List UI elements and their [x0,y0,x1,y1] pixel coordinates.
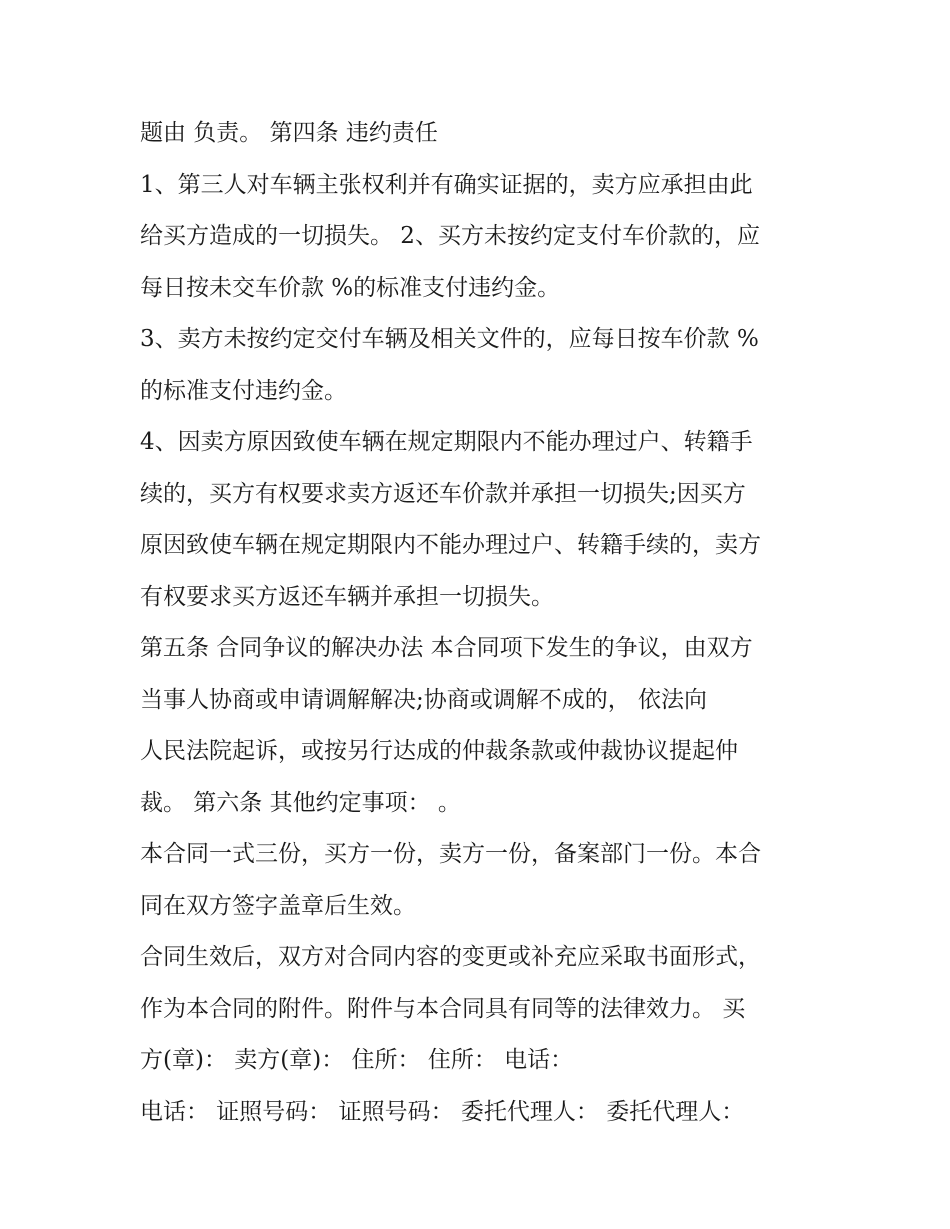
text-line: 给买方造成的一切损失。 2、买方未按约定支付车价款的，应 [140,223,760,249]
text-line: 第五条 合同争议的解决办法 本合同项下发生的争议，由双方 [140,635,753,661]
text-line: 续的，买方有权要求卖方返还车价款并承担一切损失;因买方 [140,480,746,507]
text-line: 同在双方签字盖章后生效。 [140,892,416,919]
text-line: 裁。 第六条 其他约定事项： 。 [140,789,461,816]
text-line: 有权要求买方返还车辆并承担一切损失。 [140,583,554,610]
text-line: 当事人协商或申请调解解决;协商或调解不成的， 依法向 [140,686,708,713]
text-line: 原因致使车辆在规定期限内不能办理过户、转籍手续的，卖方 [140,532,761,558]
contract-text [140,108,830,1138]
text-line: 每日按未交车价款 %的标准支付违约金。 [140,274,561,301]
text-line: 3、卖方未按约定交付车辆及相关文件的，应每日按车价款 % [140,326,759,352]
text-line: 1、第三人对车辆主张权利并有确实证据的，卖方应承担由此 [140,171,753,198]
text-line: 人民法院起诉，或按另行达成的仲裁条款或仲裁协议提起仲 [140,738,738,764]
text-line: 的标准支付违约金。 [140,377,347,404]
text-line: 本合同一式三份，买方一份，卖方一份，备案部门一份。本合 [140,841,761,867]
text-line: 作为本合同的附件。附件与本合同具有同等的法律效力。 买 [140,995,746,1022]
text-line: 4、因卖方原因致使车辆在规定期限内不能办理过户、转籍手 [140,429,753,455]
text-line: 合同生效后，双方对合同内容的变更或补充应采取书面形式， [140,944,761,970]
text-line: 方(章)： 卖方(章)： 住所： 住所： 电话： [140,1047,574,1073]
text-line: 电话： 证照号码： 证照号码： 委托代理人： 委托代理人： [140,1098,745,1125]
text-line: 题由 负责。 第四条 违约责任 [140,120,438,146]
